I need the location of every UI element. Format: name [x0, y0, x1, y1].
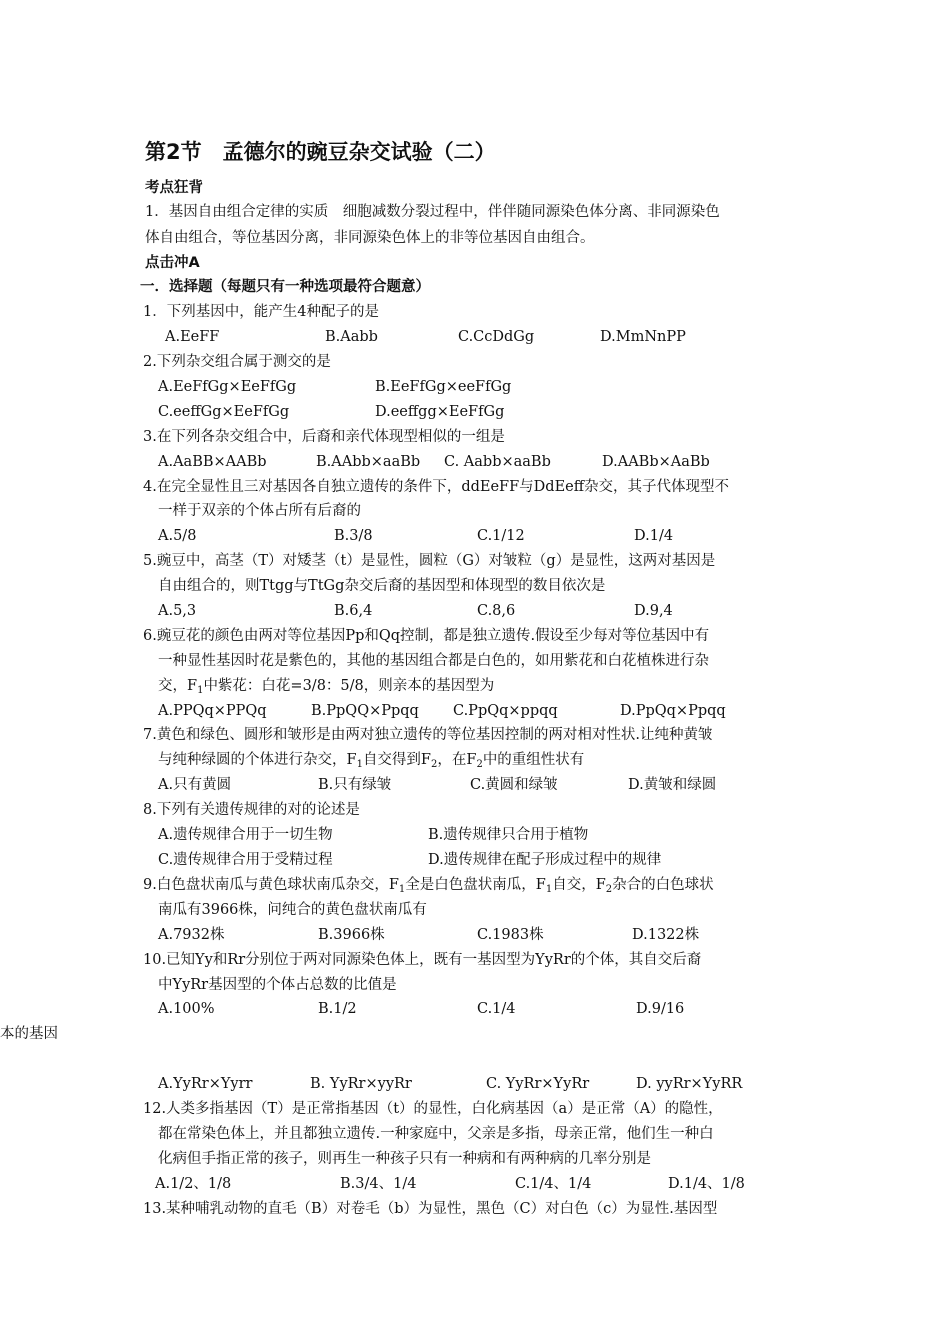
q3-option-b: B.AAbb×aaBb: [316, 454, 421, 470]
question-5-line-2: 自由组合的，则Ttgg与TtGg杂交后裔的基因型和体现型的数目依次是: [158, 578, 606, 594]
q9-text-c: 自交，F: [552, 877, 606, 893]
question-7-line-1: 7.黄色和绿色、圆形和皱形是由两对独立遗传的等位基因控制的两对相对性状.让纯种黄皱: [143, 727, 713, 743]
q5-option-c: C.8,6: [477, 603, 516, 619]
q3-option-d: D.AABb×AaBb: [602, 454, 710, 470]
q9-sub-1: 1: [398, 884, 406, 895]
question-10-line-1: 10.已知Yy和Rr分别位于两对同源染色体上，既有一基因型为YyRr的个体，其自交后裔: [143, 952, 702, 968]
q6-sub: 1: [197, 685, 204, 696]
q9-text-a: 9.白色盘状南瓜与黄色球状南瓜杂交，F: [143, 877, 399, 893]
q5-option-d: D.9,4: [634, 603, 673, 619]
q7-option-d: D.黄皱和绿圆: [628, 777, 717, 793]
q6-option-c: C.PpQq×ppqq: [453, 703, 558, 719]
section-kaodian: 考点狂背: [145, 180, 203, 196]
q9-option-a: A.7932株: [158, 927, 225, 943]
question-3: 3.在下列各杂交组合中，后裔和亲代体现型相似的一组是: [143, 429, 505, 445]
q7-option-a: A.只有黄圆: [158, 777, 232, 793]
q8-option-d: D.遗传规律在配子形成过程中的规律: [428, 852, 662, 868]
question-6-line-1: 6.豌豆花的颜色由两对等位基因Pp和Qq控制，都是独立遗传.假设至少每对等位基因中有: [143, 628, 710, 644]
q11-option-b: B. YyRr×yyRr: [310, 1076, 412, 1092]
q9-sub-2: 1: [545, 884, 553, 895]
point-1-line-2: 体自由组合，等位基因分离，非同源染色体上的非等位基因自由组合。: [145, 230, 595, 246]
q12-option-d: D.1/4、1/8: [668, 1176, 745, 1192]
q9-option-c: C.1983株: [477, 927, 544, 943]
q6-text-a: 交，F: [158, 678, 198, 694]
q8-option-b: B.遗传规律只合用于植物: [428, 827, 589, 843]
q4-option-a: A.5/8: [158, 528, 197, 544]
q12-option-c: C.1/4、1/4: [515, 1176, 592, 1192]
q2-option-b: B.EeFfGg×eeFfGg: [375, 379, 512, 395]
q11-option-c: C. YyRr×YyRr: [486, 1076, 590, 1092]
q5-option-b: B.6,4: [334, 603, 373, 619]
q1-option-d: D.MmNnPP: [600, 329, 686, 345]
question-9-line-2: 南瓜有3966株，问纯合的黄色盘状南瓜有: [158, 902, 427, 918]
q4-option-c: C.1/12: [477, 528, 525, 544]
q6-option-a: A.PPQq×PPQq: [158, 703, 267, 719]
q6-option-b: B.PpQQ×Ppqq: [311, 703, 419, 719]
q7-text-c: ，在F: [437, 752, 477, 768]
q7-option-b: B.只有绿皱: [318, 777, 392, 793]
q9-sub-3: 2: [605, 884, 613, 895]
q3-option-a: A.AaBB×AABb: [158, 454, 267, 470]
q7-text-a: 与纯种绿圆的个体进行杂交，F: [158, 752, 357, 768]
question-10-line-2: 中YyRr基因型的个体占总数的比值是: [158, 977, 397, 993]
q9-text-d: 杂合的白色球状: [612, 877, 714, 893]
q1-option-c: C.CcDdGg: [458, 329, 535, 345]
q7-sub-2: 2: [431, 759, 438, 770]
q4-option-b: B.3/8: [334, 528, 373, 544]
q7-text-d: 中的重组性状有: [482, 752, 585, 768]
question-8: 8.下列有关遗传规律的对的论述是: [143, 802, 360, 818]
point-1-line-1: 1．基因自由组合定律的实质 细胞减数分裂过程中，伴伴随同源染色体分离、非同源染色: [145, 204, 720, 220]
question-11-fragment: 本的基因: [0, 1026, 58, 1042]
q8-option-c: C.遗传规律合用于受精过程: [158, 852, 333, 868]
q5-option-a: A.5,3: [158, 603, 197, 619]
question-5-line-1: 5.豌豆中，高茎（T）对矮茎（t）是显性，圆粒（G）对皱粒（g）是显性，这两对基因是: [143, 553, 716, 569]
q11-option-d: D. yyRr×YyRR: [636, 1076, 743, 1092]
q11-option-a: A.YyRr×Yyrr: [158, 1076, 253, 1092]
q2-option-d: D.eeffgg×EeFfGg: [375, 404, 505, 420]
q9-option-d: D.1322株: [632, 927, 700, 943]
q6-text-b: 中紫花：白花=3/8：5/8，则亲本的基因型为: [203, 678, 495, 694]
question-4-line-1: 4.在完全显性且三对基因各自独立遗传的条件下，ddEeFF与DdEeff杂交，其子代体现型不: [143, 479, 730, 495]
q7-option-c: C.黄圆和绿皱: [470, 777, 558, 793]
q8-option-a: A.遗传规律合用于一切生物: [158, 827, 333, 843]
q10-option-b: B.1/2: [318, 1001, 357, 1017]
q12-option-a: A.1/2、1/8: [155, 1176, 232, 1192]
q1-option-a: A.EeFF: [165, 329, 220, 345]
question-1: 1．下列基因中，能产生4种配子的是: [143, 304, 379, 320]
q9-text-b: 全是白色盘状南瓜，F: [405, 877, 546, 893]
question-4-line-2: 一样于双亲的个体占所有后裔的: [158, 503, 361, 519]
q4-option-d: D.1/4: [634, 528, 674, 544]
q7-text-b: 自交得到F: [362, 752, 431, 768]
q12-option-b: B.3/4、1/4: [340, 1176, 417, 1192]
q2-option-c: C.eeffGg×EeFfGg: [158, 404, 290, 420]
question-9-line-1: [143, 875, 714, 895]
question-12-line-1: 12.人类多指基因（T）是正常指基因（t）的显性，白化病基因（a）是正常（A）的隐性，: [143, 1101, 723, 1117]
q7-sub-1: 1: [356, 759, 363, 770]
q6-option-d: D.PpQq×Ppqq: [620, 703, 726, 719]
q10-option-a: A.100%: [158, 1001, 215, 1017]
q9-option-b: B.3966株: [318, 927, 385, 943]
q1-option-b: B.Aabb: [325, 329, 378, 345]
q7-sub-3: 2: [476, 759, 483, 770]
q10-option-c: C.1/4: [477, 1001, 516, 1017]
question-7-line-2: [158, 750, 584, 770]
q2-option-a: A.EeFfGg×EeFfGg: [158, 379, 297, 395]
question-13-line-1: 13.某种哺乳动物的直毛（B）对卷毛（b）为显性，黑色（C）对白色（c）为显性.基因型: [143, 1201, 718, 1217]
section-choice: 一．选择题（每题只有一种选项最符合题意）: [140, 279, 430, 295]
question-12-line-2: 都在常染色体上，并且都独立遗传.一种家庭中，父亲是多指，母亲正常，他们生一种白: [158, 1126, 714, 1142]
section-dianji: 点击冲A: [145, 255, 200, 271]
question-6-line-3: [158, 676, 494, 696]
question-2: 2.下列杂交组合属于测交的是: [143, 354, 331, 370]
question-12-line-3: 化病但手指正常的孩子，则再生一种孩子只有一种病和有两种病的几率分别是: [158, 1151, 651, 1167]
page-title: 第2节 孟德尔的豌豆杂交试验（二）: [145, 140, 496, 164]
q3-option-c: C. Aabb×aaBb: [444, 454, 551, 470]
q10-option-d: D.9/16: [636, 1001, 685, 1017]
question-6-line-2: 一种显性基因时花是紫色的，其他的基因组合都是白色的，如用紫花和白花植株进行杂: [158, 653, 709, 669]
